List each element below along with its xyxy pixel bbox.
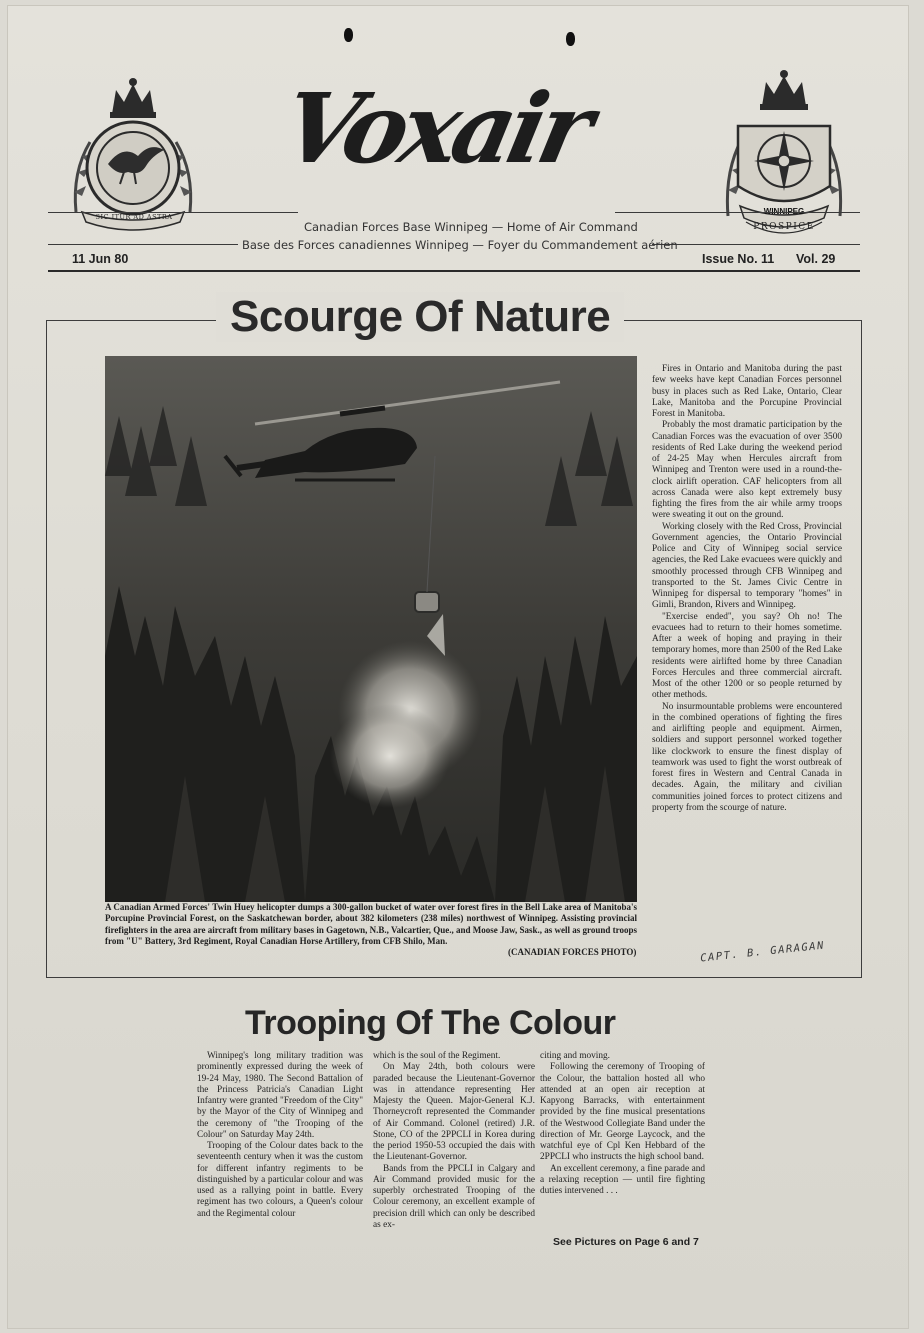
masthead-rule xyxy=(48,244,238,245)
helicopter-firefighting-photo xyxy=(105,356,637,902)
newspaper-title: Voxair xyxy=(272,72,598,185)
story-paragraph: No insurmountable problems were encountered in the combined operations of fighting the fires and airlifting people and equipment. Airmen, soldiers and support personnel worked together like clockwork to ensure the finest display of teamwork was used to fight the worst outbreak of forest fires in Western and Central Canada in decades. Again, the military and civilian communities joined forces to protect citizens and property from the scourge of nature. xyxy=(652,701,842,813)
handwritten-byline: CAPT. B. GARAGAN xyxy=(699,939,826,965)
story-paragraph: which is the soul of the Regiment. xyxy=(373,1051,501,1061)
winnipeg-base-crest-logo xyxy=(724,66,844,242)
story-paragraph: citing and moving. xyxy=(540,1051,610,1061)
air-command-crest-logo xyxy=(68,72,198,232)
story-paragraph: On May 24th, both colours were paraded because the Lieutenant-Governor was in attendance representing Her Majesty the Queen. Major-General K.J. Thorneycroft represented the Commander of Air Command. Colonel (retired) J.R. Stone, CO of the 2PPCLI in Korea during the period 1950-53 occupied the dais with the Lieutenant-Governor. xyxy=(373,1062,535,1163)
masthead-rule xyxy=(652,244,860,245)
masthead-subtitle-english: Canadian Forces Base Winnipeg — Home of Air Command xyxy=(304,220,638,234)
story-headline: Scourge Of Nature xyxy=(216,292,624,342)
story-paragraph: Working closely with the Red Cross, Provincial Government agencies, the Ontario Provincial Police and City of Winnipeg social service agencies, the Red Lake evacuees were quickly and smoothly processed through CFB Winnipeg and transported to the St. James Civic Centre in Winnipeg for dispersal to temporary "homes" in Gimli, Brandon, Rivers and Winnipeg. xyxy=(652,521,842,611)
story-paragraph: Winnipeg's long military tradition was prominently expressed during the week of 19-24 May, 1980. The Second Battalion of the Princess Patricia's Canadian Light Infantry were granted "Freedom of the City" by the Mayor of the City of Winnipeg and the ceremony of "the Trooping of the Colour" on Saturday May 24th. xyxy=(197,1051,363,1140)
issue-number: Issue No. 11 xyxy=(702,252,775,266)
binder-hole xyxy=(344,28,353,42)
masthead-rule xyxy=(48,212,298,213)
story-paragraph: Bands from the PPCLI in Calgary and Air Command provided music for the superbly orchestrated Trooping of the Colour ceremony, an excellent example of precision drill which can only be described as ex- xyxy=(373,1163,535,1230)
story-column xyxy=(373,1051,535,1231)
crest-motto: SIC ITUR AD ASTRA xyxy=(95,213,173,221)
story-paragraph: An excellent ceremony, a fine parade and a relaxing reception — until fire fighting duties intervened . . . xyxy=(540,1163,705,1196)
story-paragraph: Following the ceremony of Trooping of the Colour, the battalion hosted all who attended at an open air reception at Kapyong Barracks, with entertainment provided by the fine musical presentations of the Westwood Collegiate Band under the direction of Mr. George Laycock, and the watchful eye of Cpl Ken Hebbard of the 2PPCLI who instructs the high school band. xyxy=(540,1062,705,1163)
binder-hole xyxy=(566,32,575,46)
story-paragraph: Probably the most dramatic participation by the Canadian Forces was the evacuation of over 3500 residents of Red Lake during the weekend period of 24-25 May when Hercules aircraft from Winnipeg and Trenton were used in a round-the-clock airlift operation. CAF helicopters from all across Canada were also kept extremely busy fighting the fires from the air while army troops were sweating it out on the ground. xyxy=(652,420,842,521)
masthead-subtitle-french: Base des Forces canadiennes Winnipeg — Foyer du Commandement aérien xyxy=(242,238,678,252)
photo-caption: A Canadian Armed Forces' Twin Huey helicopter dumps a 300-gallon bucket of water over forest fires in the Bell Lake area of Manitoba's Porcupine Provincial Forest, on the Saskatchewan border, about 382 kilometers (238 miles) northwest of Winnipeg. Assisting provincial firefighters in the area are aircraft from military bases in Gagetown, N.B., Valcartier, Que., and Moose Jaw, Sask., as well as ground troops from "U" Battery, 3rd Regiment, Royal Canadian Horse Artillery, from CFB Shilo, Man. xyxy=(105,902,637,946)
story-paragraph: Trooping of the Colour dates back to the seventeenth century when it was the custom for different infantry regiments to be distinguished by a particular colour and was used as a rallying point in battle. Every regiment has two colours, a Queen's colour and the Regimental colour xyxy=(197,1141,363,1219)
issue-date: 11 Jun 80 xyxy=(72,252,129,266)
crest-motto: PROSPICE xyxy=(753,222,815,232)
story-headline: Trooping Of The Colour xyxy=(245,1004,616,1042)
story-column xyxy=(652,364,842,814)
story-paragraph: Fires in Ontario and Manitoba during the past few weeks have kept Canadian Forces personnel busy in places such as Red Lake, Ontario, Clear Lake, Manitoba and the Porcupine Provincial Forest in Manitoba. xyxy=(652,364,842,419)
masthead-rule xyxy=(615,212,860,213)
see-pictures-reference: See Pictures on Page 6 and 7 xyxy=(553,1236,699,1248)
story-paragraph: "Exercise ended", you say? Oh no! The evacuees had to return to their homes sometime. After a week of hoping and praying in their temporary homes, more than 2500 of the Red Lake residents were airlifted home by three Canadian Forces Hercules and three commercial aircraft. Most of the other 1200 or so people returned by other methods. xyxy=(652,611,842,701)
photo-credit: (CANADIAN FORCES PHOTO) xyxy=(508,947,637,957)
masthead-bottom-rule xyxy=(48,270,860,272)
volume-number: Vol. 29 xyxy=(796,252,836,266)
story-column xyxy=(540,1051,705,1197)
story-column xyxy=(197,1051,363,1220)
